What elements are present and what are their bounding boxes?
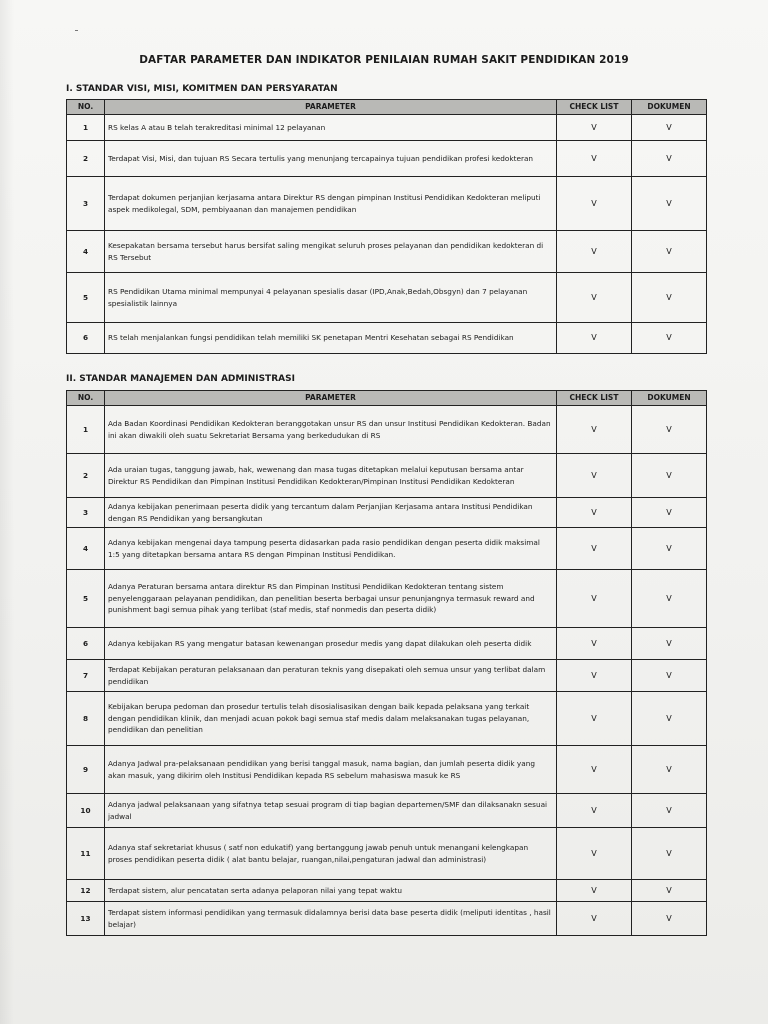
table-row — [67, 323, 707, 354]
row-document-mark: V — [632, 528, 707, 570]
table-header-row — [67, 100, 707, 115]
row-number: 9 — [67, 746, 105, 794]
row-check-mark: V — [557, 273, 632, 323]
row-check-mark: V — [557, 570, 632, 628]
row-check-mark: V — [557, 528, 632, 570]
table-row — [67, 273, 707, 323]
row-check-mark: V — [557, 880, 632, 902]
row-check-mark: V — [557, 660, 632, 692]
row-number: 3 — [67, 177, 105, 231]
row-parameter: Adanya kebijakan mengenai daya tampung peserta didasarkan pada rasio pendidikan dengan peserta didik maksimal 1:5 yang ditetapkan bersama antara RS dengan Pimpinan Institusi Pendidikan. — [105, 528, 557, 570]
row-number: 3 — [67, 498, 105, 528]
row-number: 12 — [67, 880, 105, 902]
row-check-mark: V — [557, 692, 632, 746]
row-document-mark: V — [632, 794, 707, 828]
table-row — [67, 794, 707, 828]
scan-speck — [75, 30, 78, 31]
row-check-mark: V — [557, 115, 632, 141]
table-row — [67, 231, 707, 273]
table-row — [67, 498, 707, 528]
row-number: 6 — [67, 628, 105, 660]
row-number: 2 — [67, 454, 105, 498]
table-row — [67, 692, 707, 746]
row-number: 5 — [67, 273, 105, 323]
table-row — [67, 746, 707, 794]
row-parameter: Terdapat Kebijakan peraturan pelaksanaan dan peraturan teknis yang disepakati oleh semua unsur yang terlibat dalam pendidikan — [105, 660, 557, 692]
row-number: 4 — [67, 528, 105, 570]
row-document-mark: V — [632, 454, 707, 498]
row-number: 2 — [67, 141, 105, 177]
row-document-mark: V — [632, 273, 707, 323]
row-document-mark: V — [632, 498, 707, 528]
row-document-mark: V — [632, 692, 707, 746]
row-number: 10 — [67, 794, 105, 828]
row-check-mark: V — [557, 454, 632, 498]
table-row — [67, 406, 707, 454]
table-section-1 — [66, 99, 707, 354]
section-title-2: II. STANDAR MANAJEMEN DAN ADMINISTRASI — [66, 374, 295, 384]
row-check-mark: V — [557, 323, 632, 354]
row-parameter: Kebijakan berupa pedoman dan prosedur tertulis telah disosialisasikan dengan baik kepada pelaksana yang terkait dengan pendidikan klinik, dan menjadi acuan pokok bagi semua staf medis dalam melaksanakan tugas pelayanan, pendidikan dan penelitian — [105, 692, 557, 746]
table-row — [67, 880, 707, 902]
row-number: 5 — [67, 570, 105, 628]
row-document-mark: V — [632, 406, 707, 454]
row-document-mark: V — [632, 177, 707, 231]
row-check-mark: V — [557, 231, 632, 273]
row-check-mark: V — [557, 141, 632, 177]
row-check-mark: V — [557, 902, 632, 936]
row-document-mark: V — [632, 323, 707, 354]
header-parameter: PARAMETER — [105, 391, 557, 406]
row-parameter: Adanya staf sekretariat khusus ( satf non edukatif) yang bertanggung jawab penuh untuk menangani kelengkapan proses pendidikan peserta didik ( alat bantu belajar, ruangan,nilai,pengaturan jadwal dan administrasi) — [105, 828, 557, 880]
document-title: DAFTAR PARAMETER DAN INDIKATOR PENILAIAN RUMAH SAKIT PENDIDIKAN 2019 — [139, 54, 629, 66]
header-check-list: CHECK LIST — [557, 391, 632, 406]
row-parameter: Terdapat Visi, Misi, dan tujuan RS Secara tertulis yang menunjang tercapainya tujuan pendidikan profesi kedokteran — [105, 141, 557, 177]
row-number: 6 — [67, 323, 105, 354]
row-parameter: Kesepakatan bersama tersebut harus bersifat saling mengikat seluruh proses pelayanan dan pendidikan kedokteran di RS Tersebut — [105, 231, 557, 273]
row-parameter: RS kelas A atau B telah terakreditasi minimal 12 pelayanan — [105, 115, 557, 141]
row-document-mark: V — [632, 880, 707, 902]
table-row — [67, 177, 707, 231]
table-row — [67, 528, 707, 570]
row-number: 4 — [67, 231, 105, 273]
row-document-mark: V — [632, 231, 707, 273]
table-row — [67, 828, 707, 880]
header-no: NO. — [67, 100, 105, 115]
header-check-list: CHECK LIST — [557, 100, 632, 115]
table-row — [67, 454, 707, 498]
row-parameter: Adanya kebijakan penerimaan peserta didik yang tercantum dalam Perjanjian Kerjasama antara Institusi Pendidikan dengan RS Pendidikan yang bersangkutan — [105, 498, 557, 528]
row-check-mark: V — [557, 406, 632, 454]
row-check-mark: V — [557, 794, 632, 828]
row-number: 8 — [67, 692, 105, 746]
row-parameter: RS telah menjalankan fungsi pendidikan telah memiliki SK penetapan Mentri Kesehatan sebagai RS Pendidikan — [105, 323, 557, 354]
row-parameter: Ada uraian tugas, tanggung jawab, hak, wewenang dan masa tugas ditetapkan melalui keputusan bersama antar Direktur RS Pendidikan dan Pimpinan Institusi Pendidikan Kedokteran/Pimpinan Institusi Pendidikan Kedokteran — [105, 454, 557, 498]
table-row — [67, 141, 707, 177]
table-header-row — [67, 391, 707, 406]
row-document-mark: V — [632, 628, 707, 660]
row-check-mark: V — [557, 746, 632, 794]
row-number: 7 — [67, 660, 105, 692]
section-title-1: I. STANDAR VISI, MISI, KOMITMEN DAN PERSYARATAN — [66, 84, 338, 94]
row-check-mark: V — [557, 177, 632, 231]
row-document-mark: V — [632, 115, 707, 141]
row-check-mark: V — [557, 498, 632, 528]
row-parameter: Terdapat sistem, alur pencatatan serta adanya pelaporan nilai yang tepat waktu — [105, 880, 557, 902]
row-parameter: Ada Badan Koordinasi Pendidikan Kedokteran beranggotakan unsur RS dan unsur Institusi Pendidikan Kedokteran. Badan ini akan diwakili oleh suatu Sekretariat Bersama yang berkedudukan di RS — [105, 406, 557, 454]
row-check-mark: V — [557, 828, 632, 880]
header-no: NO. — [67, 391, 105, 406]
row-parameter: Adanya kebijakan RS yang mengatur batasan kewenangan prosedur medis yang dapat dilakukan oleh peserta didik — [105, 628, 557, 660]
table-row — [67, 660, 707, 692]
row-parameter: Adanya Jadwal pra-pelaksanaan pendidikan yang berisi tanggal masuk, nama bagian, dan jumlah peserta didik yang akan masuk, yang dikirim oleh Institusi Pendidikan kepada RS sebelum mahasiswa masuk ke RS — [105, 746, 557, 794]
row-parameter: Terdapat dokumen perjanjian kerjasama antara Direktur RS dengan pimpinan Institusi Pendidikan Kedokteran meliputi aspek medikolegal, SDM, pembiyaanan dan manajemen pendidikan — [105, 177, 557, 231]
row-number: 13 — [67, 902, 105, 936]
row-document-mark: V — [632, 828, 707, 880]
row-parameter: RS Pendidikan Utama minimal mempunyai 4 pelayanan spesialis dasar (IPD,Anak,Bedah,Obsgyn) dan 7 pelayanan spesialistik lainnya — [105, 273, 557, 323]
row-check-mark: V — [557, 628, 632, 660]
page-edge-shadow — [0, 0, 14, 1024]
table-row — [67, 628, 707, 660]
table-section-2 — [66, 390, 707, 936]
header-dokumen: DOKUMEN — [632, 100, 707, 115]
row-document-mark: V — [632, 141, 707, 177]
row-parameter: Terdapat sistem informasi pendidikan yang termasuk didalamnya berisi data base peserta didik (meliputi identitas , hasil belajar) — [105, 902, 557, 936]
row-document-mark: V — [632, 902, 707, 936]
table-row — [67, 902, 707, 936]
row-parameter: Adanya Peraturan bersama antara direktur RS dan Pimpinan Institusi Pendidikan Kedokteran tentang sistem penyelenggaraan pelayanan pendidikan, dan penelitian beserta berbagai unsur penunjangnya termasuk reward and punishment bagi semua pihak yang terlibat (staf medis, staf nonmedis dan peserta didik) — [105, 570, 557, 628]
table-row — [67, 570, 707, 628]
header-parameter: PARAMETER — [105, 100, 557, 115]
row-number: 1 — [67, 115, 105, 141]
row-document-mark: V — [632, 570, 707, 628]
row-parameter: Adanya jadwal pelaksanaan yang sifatnya tetap sesuai program di tiap bagian departemen/SMF dan dilaksanakn sesuai jadwal — [105, 794, 557, 828]
row-number: 1 — [67, 406, 105, 454]
row-document-mark: V — [632, 660, 707, 692]
row-number: 11 — [67, 828, 105, 880]
row-document-mark: V — [632, 746, 707, 794]
table-row — [67, 115, 707, 141]
header-dokumen: DOKUMEN — [632, 391, 707, 406]
